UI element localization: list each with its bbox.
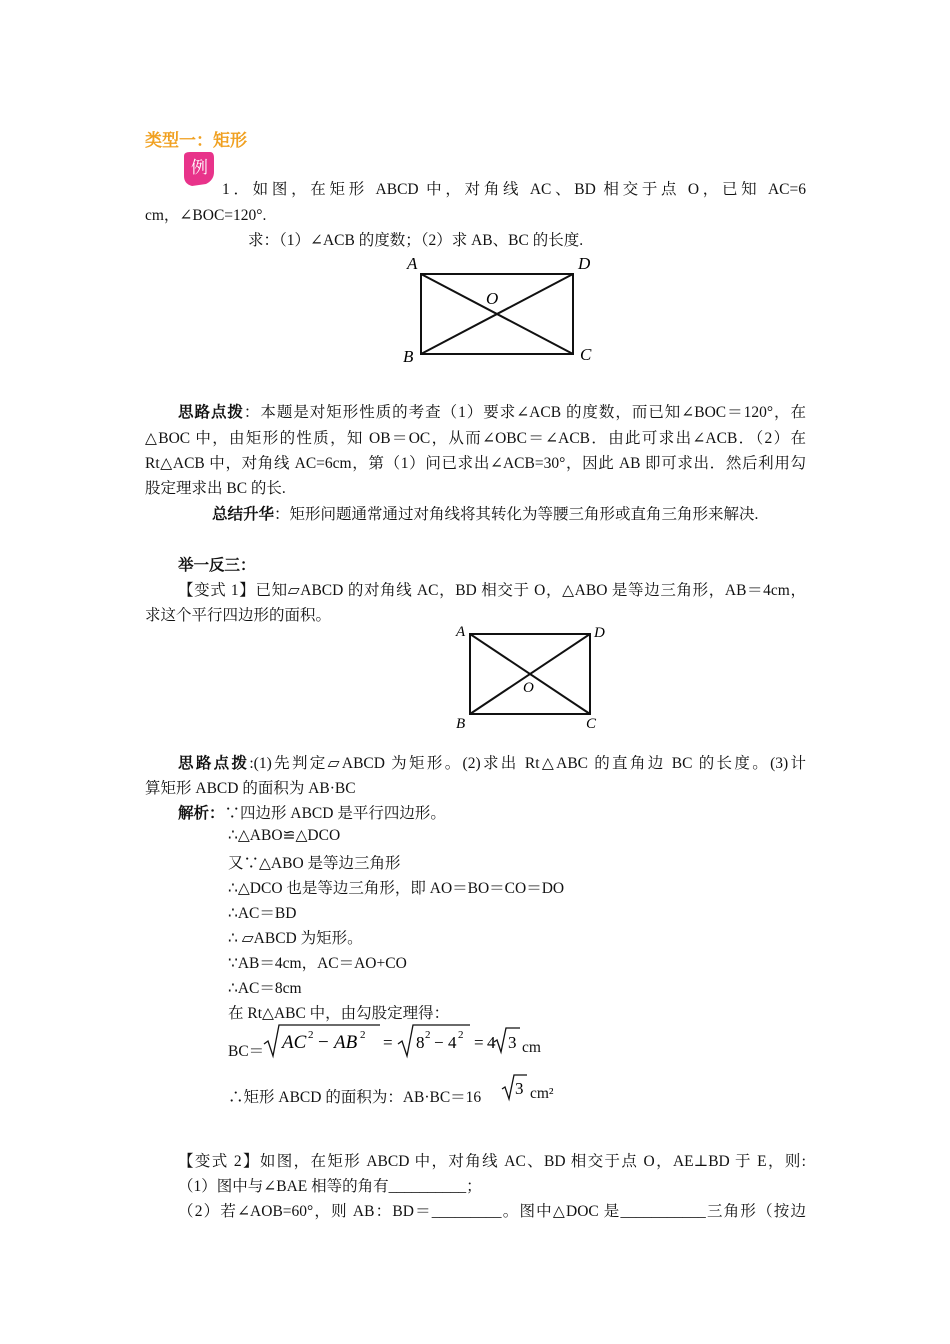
figure2-label-d: D: [594, 625, 605, 641]
figure-rectangle-2: [448, 620, 618, 732]
figure1-label-o: O: [486, 289, 499, 308]
svg-text:3: 3: [508, 1033, 517, 1052]
practice-title: 举一反三：: [178, 557, 256, 574]
figure2-label-c: C: [586, 716, 597, 732]
example-line-1: 1．如图，在矩形 ABCD 中，对角线 AC、BD 相交于点 O，已知 AC=6: [222, 181, 806, 198]
summary: 总结升华：矩形问题通常通过对角线将其转化为等腰三角形或直角三角形来解决.: [212, 506, 759, 523]
solution-first-line: 解析：∵四边形 ABCD 是平行四边形。: [178, 805, 446, 822]
solution-step: ∴AC＝8cm: [228, 980, 302, 997]
hint1-line-1: 思路点拨：本题是对矩形性质的考查（1）要求∠ACB 的度数，而已知∠BOC＝120°，在: [178, 404, 806, 421]
hint2-line-2: 算矩形 ABCD 的面积为 AB·BC: [145, 780, 356, 797]
svg-text:4: 4: [448, 1033, 457, 1052]
summary-label: 总结升华: [212, 506, 275, 523]
sqrt3-formula: [500, 1072, 528, 1102]
svg-text:2: 2: [360, 1029, 366, 1041]
figure2-label-o: O: [523, 680, 534, 696]
figure1-label-d: D: [578, 254, 591, 273]
example-line-2: cm，∠BOC=120°.: [145, 207, 267, 224]
hint1-line-2: △BOC 中，由矩形的性质，知 OB＝OC，从而∠OBC＝∠ACB．由此可求出∠ACB．（2）在: [145, 430, 806, 447]
figure2-label-b: B: [456, 716, 466, 732]
svg-text:=: =: [474, 1033, 484, 1052]
variant1-line-2: 求这个平行四边形的面积。: [145, 607, 332, 624]
svg-text:2: 2: [425, 1029, 431, 1041]
solution-step: ∴△DCO 也是等边三角形，即 AO＝BO＝CO＝DO: [228, 880, 565, 897]
figure1-label-a: A: [407, 254, 418, 273]
variant2-line-2: （1）图中与∠BAE 相等的角有__________；: [178, 1178, 482, 1195]
figure1-label-c: C: [580, 345, 592, 364]
hint2-label: 思路点拨: [178, 755, 250, 772]
area-unit: cm²: [530, 1085, 554, 1102]
badge-label: 例: [191, 158, 208, 178]
hint1-line-4: 股定理求出 BC 的长.: [145, 480, 286, 497]
solution-label: 解析：: [178, 805, 225, 822]
svg-text:−: −: [318, 1032, 329, 1053]
hint1-label: 思路点拨: [178, 404, 244, 421]
solution-step: ∵AB＝4cm，AC＝AO+CO: [228, 955, 407, 972]
solution-step: ∴△ABO≌△DCO: [228, 827, 341, 844]
svg-text:AC: AC: [282, 1032, 307, 1053]
svg-text:8: 8: [416, 1033, 425, 1052]
solution-step: ∴AC＝BD: [228, 905, 297, 922]
svg-text:2: 2: [458, 1029, 464, 1041]
bc-unit: cm: [522, 1039, 541, 1056]
example-question: 求：（1）∠ACB 的度数；（2）求 AB、BC 的长度.: [248, 232, 584, 249]
svg-text:AB: AB: [334, 1032, 358, 1053]
svg-text:−: −: [434, 1033, 444, 1052]
bc-formula: [262, 1022, 522, 1062]
svg-text:4: 4: [487, 1033, 496, 1052]
hint1-line-3: Rt△ACB 中，对角线 AC=6cm，第（1）问已求出∠ACB=30°，因此 AB 即可求出．然后利用勾: [145, 455, 806, 472]
figure1-label-b: B: [403, 347, 414, 366]
example-badge: [180, 150, 216, 188]
solution-step: 又∵△ABO 是等边三角形: [228, 855, 401, 872]
svg-text:3: 3: [515, 1079, 524, 1098]
area-line: ∴矩形 ABCD 的面积为：AB·BC＝16: [228, 1089, 482, 1106]
variant1-line-1: 【变式 1】已知▱ABCD 的对角线 AC，BD 相交于 O，△ABO 是等边三角形，AB＝4cm，: [178, 582, 806, 599]
figure-rectangle-1: [395, 250, 605, 370]
bc-prefix: BC＝: [228, 1043, 265, 1060]
hint2-line-1: 思路点拨:(1)先判定▱ABCD 为矩形。(2)求出 Rt△ABC 的直角边 BC 的长度。(3)计: [178, 755, 806, 772]
variant2-line-1: 【变式 2】如图，在矩形 ABCD 中，对角线 AC、BD 相交于点 O，AE⊥BD 于 E，则:: [178, 1153, 806, 1170]
solution-step: 在 Rt△ABC 中，由勾股定理得：: [228, 1005, 450, 1022]
solution-step: ∴ ▱ABCD 为矩形。: [228, 930, 363, 947]
svg-text:=: =: [383, 1033, 393, 1052]
svg-text:2: 2: [308, 1029, 314, 1041]
figure2-label-a: A: [456, 624, 466, 640]
section-title: 类型一：矩形: [145, 131, 247, 151]
variant2-line-3: （2）若∠AOB=60°，则 AB：BD＝_________。图中△DOC 是___________三角形（按边: [178, 1203, 806, 1220]
